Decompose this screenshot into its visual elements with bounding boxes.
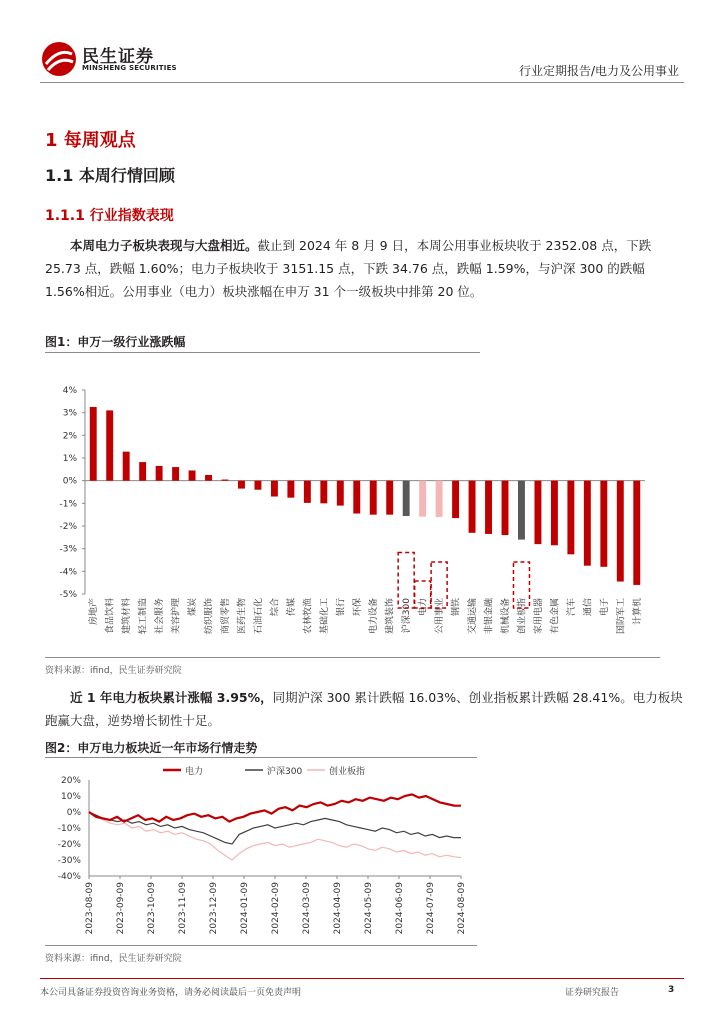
figure-2-bottom-rule	[45, 945, 477, 946]
x-tick-label: 交通运输	[468, 598, 479, 635]
header-divider	[40, 82, 684, 83]
x-tick-label: 国防军工	[616, 598, 627, 635]
legend-label: 电力	[185, 767, 204, 777]
bar-机械设备	[502, 481, 509, 535]
bar-建筑装饰	[386, 481, 393, 515]
paragraph-annual-performance	[45, 686, 685, 732]
section-heading-1-1: 1.1 本周行情回顾	[45, 166, 175, 185]
bar-创业板指	[518, 481, 525, 540]
x-tick-label: 基础化工	[319, 598, 330, 635]
y-tick-label: 2%	[62, 431, 77, 442]
bar-纺织服饰	[205, 475, 212, 481]
x-tick-label: 建筑材料	[122, 598, 133, 635]
bar-农林牧渔	[304, 481, 311, 503]
x-tick-label: 环保	[352, 598, 363, 617]
report-category: 行业定期报告/电力及公用事业	[518, 64, 679, 78]
logo-text-cn: 民生证券	[82, 47, 154, 67]
x-tick-label: 钢铁	[451, 598, 462, 617]
x-tick-label: 2023-10-09	[147, 882, 157, 935]
x-tick-label: 公用事业	[435, 598, 446, 635]
x-tick-label: 计算机	[632, 598, 643, 626]
y-tick-label: 3%	[62, 408, 77, 419]
x-tick-label: 创业板指	[517, 598, 528, 635]
bar-沪深300	[403, 481, 410, 516]
bar-国防军工	[617, 481, 624, 582]
x-tick-label: 汽车	[566, 598, 577, 617]
bar-基础化工	[320, 481, 327, 504]
series-line-电力	[89, 794, 461, 821]
legend-label: 沪深300	[267, 767, 303, 777]
figure-2-title: 图2：申万电力板块近一年市场行情走势	[45, 741, 258, 755]
figure-1-bottom-rule	[45, 657, 660, 658]
bar-电力	[419, 481, 426, 517]
y-tick-label: -10%	[57, 824, 81, 834]
y-tick-label: 1%	[62, 454, 77, 464]
bar-有色金属	[551, 481, 558, 546]
paragraph-lead: 本周电力子板块表现与大盘相近。	[70, 238, 258, 253]
figure-1-rule	[45, 352, 480, 353]
bar-家用电器	[534, 481, 541, 544]
bar-交通运输	[469, 481, 476, 533]
x-tick-label: 2024-03-09	[302, 882, 312, 935]
bar-计算机	[633, 481, 640, 585]
x-tick-label: 2024-04-09	[333, 882, 343, 935]
x-tick-label: 煤炭	[188, 598, 199, 617]
y-tick-label: 20%	[60, 776, 81, 786]
bar-煤炭	[189, 470, 196, 480]
page-number: 3	[668, 985, 675, 995]
x-tick-label: 沪深300	[402, 598, 413, 634]
bar-汽车	[567, 481, 574, 555]
x-tick-label: 商贸零售	[221, 598, 231, 635]
footer-divider	[40, 978, 684, 979]
x-tick-label: 2024-08-09	[457, 882, 467, 935]
x-tick-label: 通信	[583, 598, 594, 617]
y-tick-label: -3%	[59, 544, 77, 555]
company-logo	[40, 40, 180, 78]
y-tick-label: -30%	[57, 856, 81, 866]
bar-食品饮料	[106, 410, 113, 480]
power-sector-line-chart	[45, 758, 477, 943]
y-tick-label: -5%	[59, 590, 77, 600]
bar-建筑材料	[123, 452, 130, 481]
bar-房地产	[90, 407, 97, 481]
section-heading-1-1-1: 1.1.1 行业指数表现	[45, 208, 174, 224]
x-tick-label: 电力	[418, 598, 429, 617]
x-tick-label: 电子	[599, 598, 610, 617]
bar-公用事业	[436, 481, 443, 517]
x-tick-label: 银行	[336, 598, 347, 617]
y-tick-label: 0%	[62, 476, 77, 487]
footer-report-label: 证券研究报告	[565, 988, 620, 998]
bar-综合	[271, 481, 278, 497]
bar-石油石化	[254, 481, 261, 490]
bar-轻工制造	[139, 462, 146, 481]
bar-社会服务	[156, 466, 163, 481]
figure-2-source: 资料来源：ifind，民生证券研究院	[45, 954, 182, 964]
figure-1-source: 资料来源：ifind，民生证券研究院	[45, 666, 182, 676]
x-tick-label: 电力设备	[369, 598, 380, 635]
x-tick-label: 石油石化	[253, 598, 264, 635]
x-tick-label: 食品饮料	[105, 598, 116, 635]
x-tick-label: 非银金融	[484, 598, 495, 635]
x-tick-label: 2024-02-09	[271, 882, 281, 935]
bar-医药生物	[238, 481, 245, 489]
x-tick-label: 房地产	[89, 598, 100, 626]
paragraph-body: 同期沪深 300 累计跌幅 16.03%、创业指板累计跌幅 28.41%。电力板块跑赢大盘，逆势增长韧性十足。	[45, 690, 683, 728]
bar-通信	[584, 481, 591, 566]
industry-change-bar-chart	[45, 378, 660, 653]
y-tick-label: -4%	[59, 567, 77, 578]
y-tick-label: 10%	[60, 792, 81, 802]
x-tick-label: 轻工制造	[138, 598, 149, 635]
y-tick-label: -20%	[57, 840, 81, 850]
x-tick-label: 综合	[270, 598, 281, 617]
figure-1-title: 图1：申万一级行业涨跌幅	[45, 335, 186, 349]
x-tick-label: 有色金属	[550, 598, 561, 635]
x-tick-label: 机械设备	[501, 598, 511, 635]
x-tick-label: 农林牧渔	[303, 598, 314, 635]
x-tick-label: 2024-05-09	[364, 882, 374, 935]
y-tick-label: -1%	[59, 499, 77, 510]
y-tick-label: -40%	[57, 872, 81, 882]
bar-电子	[600, 481, 607, 567]
x-tick-label: 2023-09-09	[116, 882, 126, 935]
bar-非银金融	[485, 481, 492, 534]
bar-环保	[353, 481, 360, 514]
x-tick-label: 2024-06-09	[395, 882, 405, 935]
footer-disclaimer: 本公司具备证券投资咨询业务资格，请务必阅读最后一页免责声明	[40, 988, 302, 998]
x-tick-label: 家用电器	[533, 598, 544, 635]
paragraph-weekly-review	[45, 234, 685, 303]
paragraph-body: 截止到 2024 年 8 月 9 日，本周公用事业板块收于 2352.08 点，下跌 25.73 点，跌幅 1.60%；电力子板块收于 3151.15 点，下跌 34.76 点，跌幅 1.59%，与沪深 300 的跌幅 1.56%相近。公用事业（电力）板块涨幅在申万 31 个一级板块中排第 20 位。	[45, 238, 652, 299]
x-tick-label: 美容护理	[171, 598, 182, 635]
legend-label: 创业板指	[329, 767, 366, 777]
bar-传媒	[287, 481, 294, 498]
x-tick-label: 社会服务	[155, 598, 166, 635]
bar-电力设备	[370, 481, 377, 515]
x-tick-label: 2024-07-09	[426, 882, 436, 935]
x-tick-label: 2023-12-09	[209, 882, 219, 935]
bar-美容护理	[172, 467, 179, 481]
x-tick-label: 传媒	[286, 598, 297, 617]
x-tick-label: 2023-11-09	[178, 882, 188, 935]
y-tick-label: 0%	[66, 808, 81, 818]
logo-mark-icon	[40, 40, 78, 78]
x-tick-label: 纺织服饰	[204, 598, 215, 635]
bar-银行	[337, 481, 344, 506]
y-tick-label: -2%	[59, 522, 77, 532]
bar-商贸零售	[222, 480, 229, 481]
section-heading-1: 1 每周观点	[45, 130, 136, 151]
x-tick-label: 2024-01-09	[240, 882, 250, 935]
paragraph-lead: 近 1 年电力板块累计涨幅 3.95%，	[70, 690, 273, 705]
logo-text-en: MINSHENG SECURITIES	[82, 64, 177, 72]
series-line-沪深300	[89, 812, 461, 844]
x-tick-label: 2023-08-09	[85, 882, 95, 935]
y-tick-label: 4%	[62, 386, 77, 396]
x-tick-label: 建筑装饰	[385, 598, 396, 635]
x-tick-label: 医药生物	[237, 598, 248, 635]
bar-钢铁	[452, 481, 459, 518]
